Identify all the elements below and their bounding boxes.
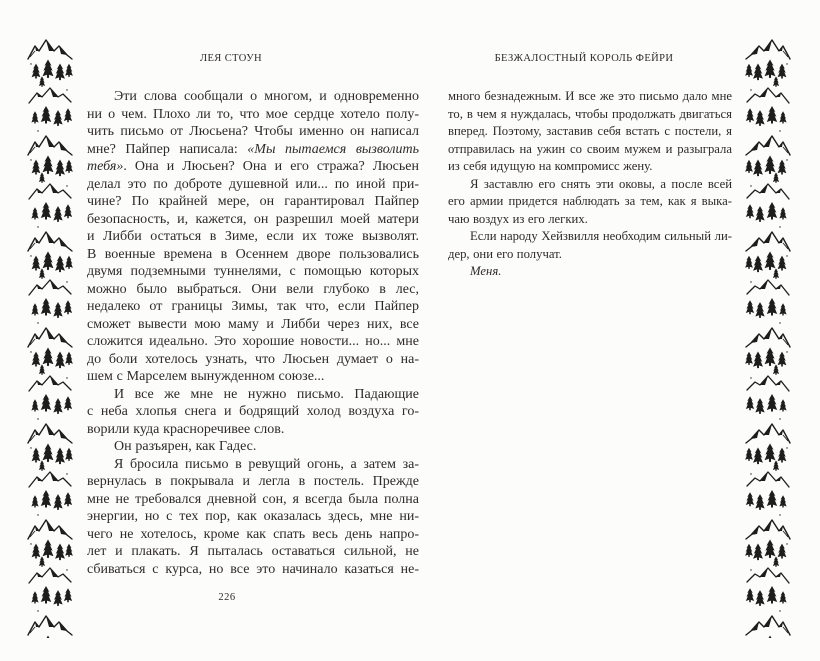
text-line xyxy=(87,211,419,229)
text-segment: можно было выбраться. Они вели глубоко в лес, xyxy=(87,281,419,297)
text-line xyxy=(448,263,732,281)
text-line xyxy=(87,351,419,369)
text-line xyxy=(448,123,732,141)
text-segment: то, в чем я нуждалась, чтобы продолжать двигаться xyxy=(448,106,732,121)
text-segment: мне не требовался дневной сон, я всегда была полна xyxy=(87,491,419,507)
text-line xyxy=(87,421,419,439)
text-segment: Эти слова сообщали о многом, и одновременно xyxy=(114,89,419,104)
text-segment: В военные времена в Осеннем дворе пользовались xyxy=(87,246,419,262)
text-segment: И все же мне не нужно письмо. Падающие xyxy=(114,386,419,402)
text-line xyxy=(87,228,419,246)
text-segment: чего не хотелось, кроме как спать весь день напро- xyxy=(87,526,419,542)
left-running-header: ЛЕЯ СТОУН xyxy=(199,53,263,64)
text-segment: с неба хлопья снега и бодрящий холод воздуха го- xyxy=(87,404,419,419)
text-segment: чине? По крайней мере, он гарантировал Пайпер xyxy=(87,194,419,209)
text-line xyxy=(87,561,419,579)
text-segment: вернулась в покрывала и легла в постель. Прежде xyxy=(87,474,419,489)
text-line xyxy=(87,543,419,561)
text-line xyxy=(87,491,419,509)
text-segment: вперед. Поэтому, заставив себя встать с постели, я xyxy=(448,124,732,138)
text-line xyxy=(87,473,419,491)
text-line xyxy=(87,403,419,421)
text-line xyxy=(87,298,419,316)
text-line xyxy=(448,158,732,176)
text-segment: Я заставлю его снять эти оковы, а после всей xyxy=(470,176,732,191)
text-line xyxy=(448,211,732,229)
text-segment: дер, они его получат. xyxy=(448,246,562,261)
text-segment: лет и плакать. Я пыталась оставаться сильной, не xyxy=(87,544,419,559)
text-line xyxy=(87,368,419,386)
text-line xyxy=(448,176,732,194)
mountain-forest-border-left-icon xyxy=(27,38,73,638)
left-page-text xyxy=(87,88,419,578)
text-line xyxy=(448,193,732,211)
text-line xyxy=(87,106,419,124)
text-line xyxy=(448,141,732,159)
text-segment: двумя подземными туннелями, с помощью которых xyxy=(87,264,419,279)
text-line xyxy=(87,263,419,281)
text-segment: много безнадежным. И все же это письмо дало мне xyxy=(448,89,732,103)
text-line xyxy=(87,438,419,456)
text-line xyxy=(87,88,419,106)
text-segment: сможет вывести мою маму и Либби через них, все xyxy=(87,316,419,332)
right-running-header: БЕЗЖАЛОСТНЫЙ КОРОЛЬ ФЕЙРИ xyxy=(494,53,674,64)
italic-text-segment: тебя» xyxy=(87,159,124,174)
text-segment: недалеко от границы Зимы, так что, если Пайпер xyxy=(87,299,419,314)
text-segment: ни о чем. Плохо ли то, что мое сердце хотело полу- xyxy=(87,106,419,122)
text-line xyxy=(448,228,732,246)
text-line xyxy=(87,141,419,159)
right-page-text xyxy=(448,88,732,281)
text-line xyxy=(87,281,419,299)
text-line xyxy=(87,246,419,264)
text-segment: безопасность, и, кажется, он разрешил моей матери xyxy=(87,211,419,227)
text-line xyxy=(87,333,419,351)
text-line xyxy=(448,106,732,124)
text-line xyxy=(87,193,419,211)
text-segment: отправилась на ужин со своим мужем и разыграла xyxy=(448,141,732,156)
text-segment: делал это по доброте душевной или... по иной при- xyxy=(87,176,419,192)
text-line xyxy=(87,508,419,526)
text-segment: мне? Пайпер написала: xyxy=(87,141,248,157)
text-line xyxy=(448,246,732,264)
text-line xyxy=(87,158,419,176)
text-segment: сложится идеально. Это хорошие новости... но... мне xyxy=(87,334,419,349)
text-segment: чить письмо от Люсьена? Чтобы именно он написал xyxy=(87,124,419,139)
mountain-forest-border-right-icon xyxy=(745,38,791,638)
text-segment: его армии придется наблюдать за тем, как я выка- xyxy=(448,194,732,208)
text-segment: Он разъярен, как Гадес. xyxy=(114,439,257,454)
text-segment: энергии, но с тех пор, как оказалась здесь, мне ни- xyxy=(87,509,419,524)
page-number: 226 xyxy=(218,592,236,603)
text-segment: до боли хотелось узнать, что Люсьен думает о на- xyxy=(87,351,419,367)
text-segment: чаю воздух из его легких. xyxy=(448,211,588,226)
text-line xyxy=(87,386,419,404)
text-segment: шем с Марселем вынужденном союзе... xyxy=(87,369,325,384)
text-segment: сбиваться с курса, но все это начинало казаться не- xyxy=(87,561,419,577)
text-segment: и Либби остаться в Зиме, если их тоже вызволят. xyxy=(87,229,419,244)
text-line xyxy=(87,456,419,474)
text-segment: Я бросила письмо в ревущий огонь, а затем за- xyxy=(114,456,419,472)
italic-text-segment: «Мы пытаемся вызволить xyxy=(247,141,419,157)
text-segment: Если народу Хейзвилля необходим сильный ли- xyxy=(470,229,732,243)
text-line xyxy=(448,88,732,106)
text-line xyxy=(87,316,419,334)
text-segment: ворили куда красноречивее слов. xyxy=(87,421,285,437)
text-line xyxy=(87,526,419,544)
text-segment: . Она и Люсьен? Она и его стража? Люсьен xyxy=(123,159,419,174)
text-line xyxy=(87,123,419,141)
italic-text-segment: Меня. xyxy=(470,264,502,278)
text-line xyxy=(87,176,419,194)
text-segment: из себя идущую на компромисс жену. xyxy=(448,159,653,173)
